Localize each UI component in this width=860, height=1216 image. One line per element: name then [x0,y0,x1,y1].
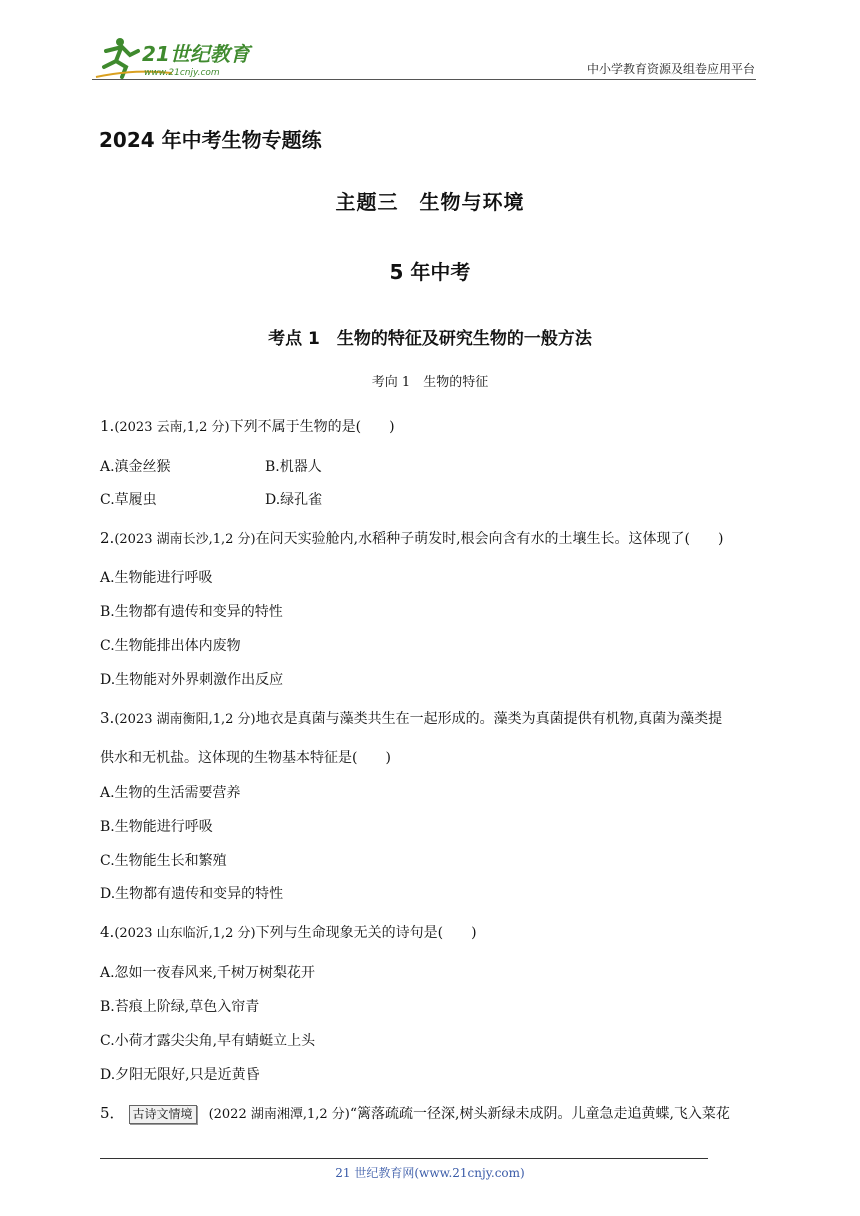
question-text: “篱落疏疏一径深,树头新绿未成阴。儿童急走追黄蝶,飞入菜花 [349,1106,730,1122]
svg-text:www.21cnjy.com: www.21cnjy.com [144,68,220,78]
context-tag: 古诗文情境 [129,1105,197,1124]
question-3-stem [100,708,722,728]
option-c: C.草履虫 [100,492,157,508]
question-text: 在问天实验舱内,水稻种子萌发时,根会向含有水的土壤生长。这体现了( ) [255,531,724,547]
question-text: 地衣是真菌与藻类共生在一起形成的。藻类为真菌提供有机物,真菌为藻类提 [255,711,723,727]
footer-text: 21 世纪教育网(www.21cnjy.com) [335,1166,525,1180]
option-b: B.机器人 [265,459,322,475]
option-b: B.生物都有遗传和变异的特性 [100,604,283,620]
header-platform-text: 中小学教育资源及组卷应用平台 [586,62,755,76]
option-d: D.生物都有遗传和变异的特性 [100,886,284,902]
question-text: 下列不属于生物的是( ) [229,419,395,435]
site-logo [92,33,262,81]
option-c: C.小荷才露尖尖角,早有蜻蜓立上头 [100,1033,316,1049]
svg-text:21世纪教育: 21世纪教育 [142,42,250,66]
theme-title: 主题三 生物与环境 [335,190,525,214]
question-source: (2023 云南,1,2 分) [114,420,230,435]
header-divider [92,79,756,80]
option-b: B.生物能进行呼吸 [100,819,213,835]
option-d: D.绿孔雀 [265,492,323,508]
subtopic-heading: 考向 1 生物的特征 [371,375,489,390]
question-source: (2023 湖南长沙,1,2 分) [114,532,256,547]
question-2-stem [100,528,723,548]
document-title: 2024 年中考生物专题练 [99,128,322,152]
question-4-stem [100,922,477,942]
question-number: 5． [100,1104,125,1122]
question-number: 3. [100,709,115,727]
option-d: D.生物能对外界刺激作出反应 [100,672,284,688]
question-source: (2022 湖南湘潭,1,2 分) [208,1107,350,1122]
question-source: (2023 湖南衡阳,1,2 分) [114,712,256,727]
question-number: 2. [100,529,115,547]
runner-logo-icon [92,33,262,81]
option-a: A.生物能进行呼吸 [100,570,213,586]
question-text: 下列与生命现象无关的诗句是( ) [255,925,477,941]
footer-divider [100,1158,708,1159]
question-3-stem-continued: 供水和无机盐。这体现的生物基本特征是( ) [100,750,391,766]
option-b: B.苔痕上阶绿,草色入帘青 [100,999,260,1015]
option-c: C.生物能排出体内废物 [100,638,241,654]
question-number: 4. [100,923,115,941]
option-a: A.忽如一夜春风来,千树万树梨花开 [100,965,316,981]
topic-heading: 考点 1 生物的特征及研究生物的一般方法 [268,329,592,349]
option-d: D.夕阳无限好,只是近黄昏 [100,1067,260,1083]
option-a: A.滇金丝猴 [100,459,171,475]
question-source: (2023 山东临沂,1,2 分) [114,926,256,941]
question-1-stem [100,416,395,436]
option-a: A.生物的生活需要营养 [100,785,241,801]
question-number: 1. [100,417,115,435]
section-title: 5 年中考 [389,260,471,284]
question-5-stem [100,1102,730,1124]
option-c: C.生物能生长和繁殖 [100,853,227,869]
